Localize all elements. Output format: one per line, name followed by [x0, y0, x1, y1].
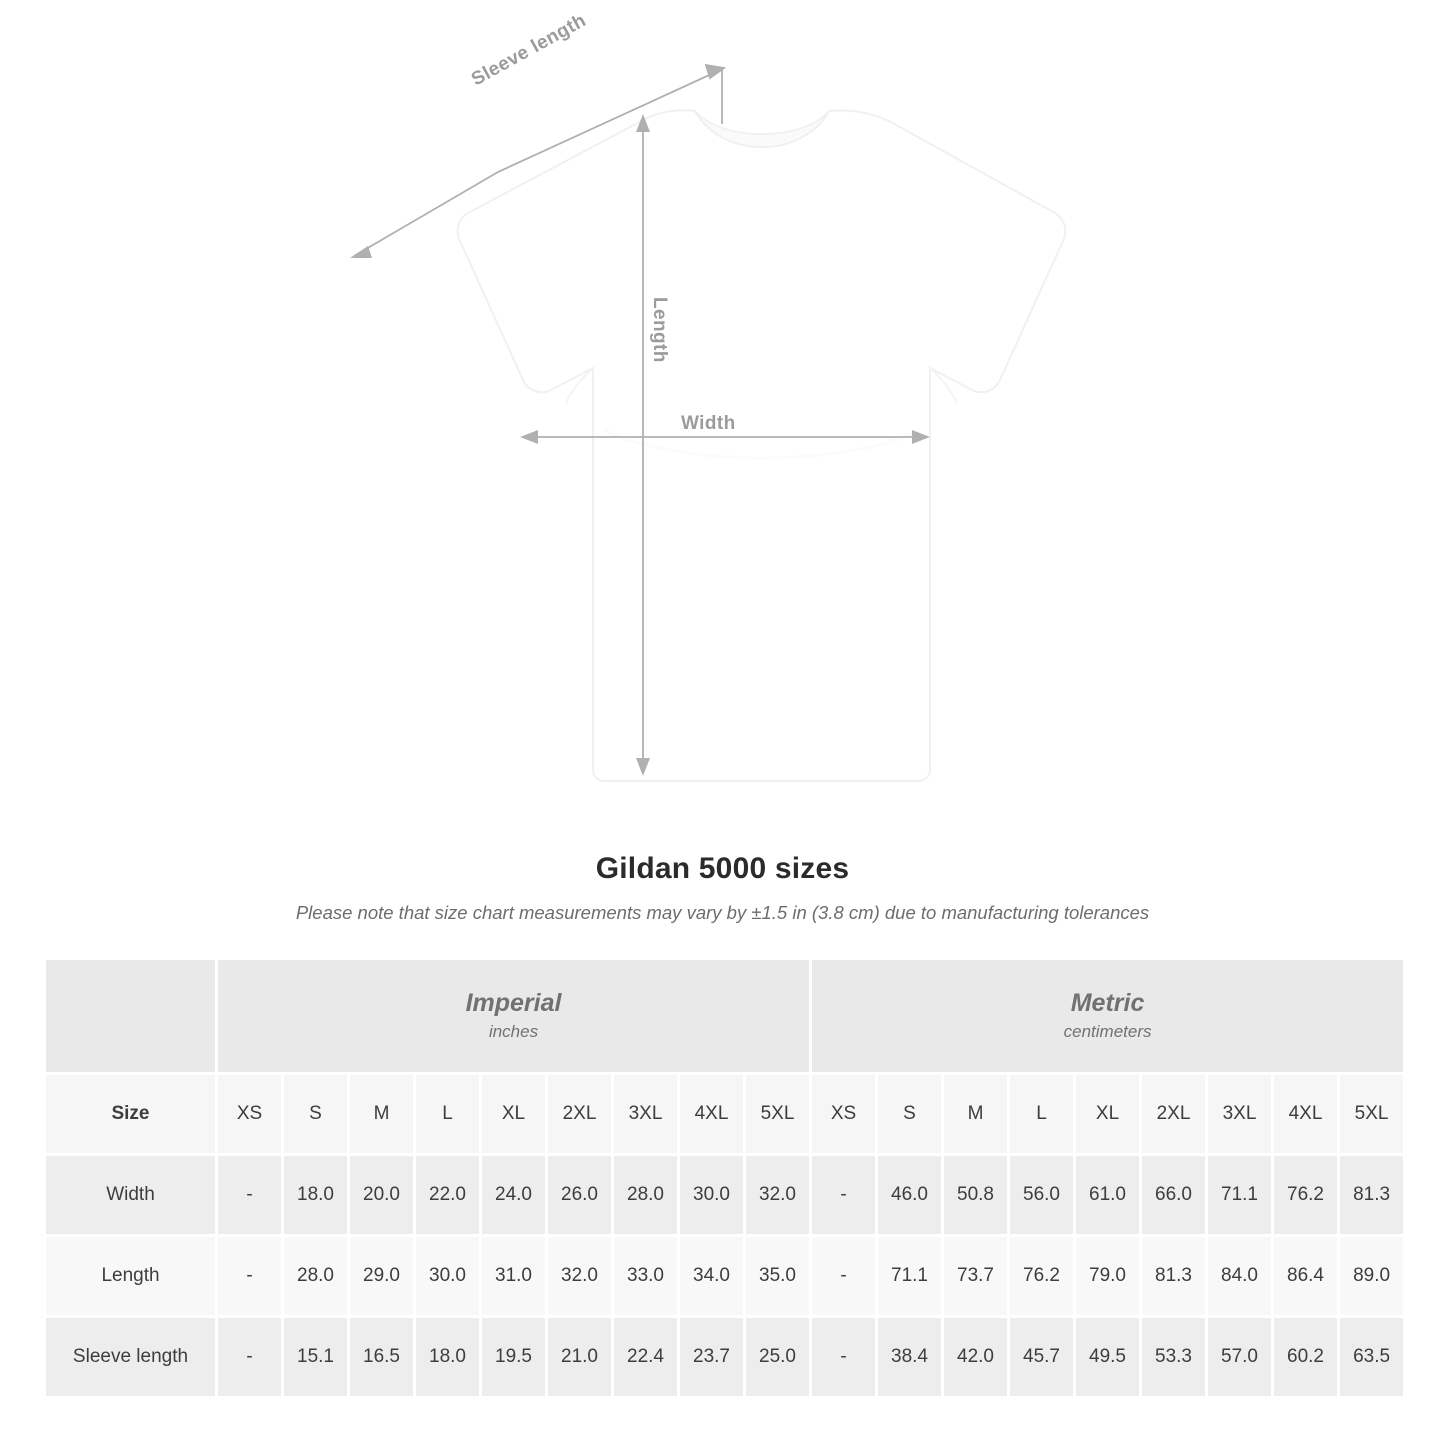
cell-length-metric-xs: -	[811, 1236, 877, 1317]
cell-length-imperial-3xl: 33.0	[613, 1236, 679, 1317]
row-label-width: Width	[45, 1155, 217, 1236]
size-header-metric-xs: XS	[811, 1074, 877, 1155]
size-header-imperial-4xl: 4XL	[679, 1074, 745, 1155]
cell-length-imperial-m: 29.0	[349, 1236, 415, 1317]
length-label: Length	[649, 297, 670, 363]
table-row-width	[45, 1155, 1405, 1236]
size-header-metric-s: S	[877, 1074, 943, 1155]
cell-sleeve-imperial-4xl: 23.7	[679, 1317, 745, 1398]
cell-sleeve-imperial-3xl: 22.4	[613, 1317, 679, 1398]
size-header-imperial-5xl: 5XL	[745, 1074, 811, 1155]
size-header-metric-2xl: 2XL	[1141, 1074, 1207, 1155]
cell-sleeve-imperial-s: 15.1	[283, 1317, 349, 1398]
cell-width-metric-3xl: 71.1	[1207, 1155, 1273, 1236]
row-label-length: Length	[45, 1236, 217, 1317]
cell-sleeve-imperial-l: 18.0	[415, 1317, 481, 1398]
unit-header-row	[45, 959, 1405, 1074]
size-chart-table	[43, 957, 1406, 1399]
cell-length-imperial-4xl: 34.0	[679, 1236, 745, 1317]
cell-sleeve-metric-m: 42.0	[943, 1317, 1009, 1398]
tshirt-shape	[458, 110, 1066, 781]
size-header-metric-l: L	[1009, 1074, 1075, 1155]
cell-sleeve-metric-l: 45.7	[1009, 1317, 1075, 1398]
cell-sleeve-metric-4xl: 60.2	[1273, 1317, 1339, 1398]
size-header-row	[45, 1074, 1405, 1155]
cell-sleeve-imperial-5xl: 25.0	[745, 1317, 811, 1398]
cell-width-imperial-4xl: 30.0	[679, 1155, 745, 1236]
cell-length-imperial-l: 30.0	[415, 1236, 481, 1317]
unit-sub-metric: centimeters	[1063, 1021, 1152, 1041]
cell-width-imperial-s: 18.0	[283, 1155, 349, 1236]
size-header-imperial-xs: XS	[217, 1074, 283, 1155]
cell-sleeve-metric-s: 38.4	[877, 1317, 943, 1398]
cell-sleeve-metric-2xl: 53.3	[1141, 1317, 1207, 1398]
cell-width-metric-xl: 61.0	[1075, 1155, 1141, 1236]
size-header-imperial-xl: XL	[481, 1074, 547, 1155]
size-header-label: Size	[45, 1074, 217, 1155]
cell-width-imperial-xs: -	[217, 1155, 283, 1236]
cell-width-metric-l: 56.0	[1009, 1155, 1075, 1236]
size-header-imperial-s: S	[283, 1074, 349, 1155]
unit-sub-imperial: inches	[488, 1021, 539, 1041]
cell-width-imperial-5xl: 32.0	[745, 1155, 811, 1236]
page-title: Gildan 5000 sizes	[595, 852, 850, 885]
size-header-imperial-2xl: 2XL	[547, 1074, 613, 1155]
cell-sleeve-imperial-xl: 19.5	[481, 1317, 547, 1398]
cell-width-metric-2xl: 66.0	[1141, 1155, 1207, 1236]
cell-sleeve-metric-xl: 49.5	[1075, 1317, 1141, 1398]
unit-name-imperial: Imperial	[465, 988, 562, 1017]
size-header-metric-4xl: 4XL	[1273, 1074, 1339, 1155]
width-label: Width	[681, 413, 736, 434]
cell-width-imperial-l: 22.0	[415, 1155, 481, 1236]
cell-width-metric-4xl: 76.2	[1273, 1155, 1339, 1236]
cell-length-imperial-xs: -	[217, 1236, 283, 1317]
cell-sleeve-imperial-xs: -	[217, 1317, 283, 1398]
cell-length-metric-m: 73.7	[943, 1236, 1009, 1317]
cell-width-imperial-xl: 24.0	[481, 1155, 547, 1236]
cell-length-metric-3xl: 84.0	[1207, 1236, 1273, 1317]
cell-sleeve-imperial-m: 16.5	[349, 1317, 415, 1398]
cell-width-metric-m: 50.8	[943, 1155, 1009, 1236]
size-header-metric-xl: XL	[1075, 1074, 1141, 1155]
size-header-imperial-3xl: 3XL	[613, 1074, 679, 1155]
cell-width-metric-xs: -	[811, 1155, 877, 1236]
cell-width-imperial-2xl: 26.0	[547, 1155, 613, 1236]
table-row-sleeve-length	[45, 1317, 1405, 1398]
size-header-imperial-m: M	[349, 1074, 415, 1155]
sleeve-length-label: Sleeve length	[468, 10, 590, 91]
cell-width-metric-s: 46.0	[877, 1155, 943, 1236]
cell-length-imperial-2xl: 32.0	[547, 1236, 613, 1317]
size-header-imperial-l: L	[415, 1074, 481, 1155]
unit-name-metric: Metric	[1070, 988, 1145, 1017]
row-label-sleeve-length: Sleeve length	[45, 1317, 217, 1398]
cell-width-metric-5xl: 81.3	[1339, 1155, 1405, 1236]
cell-sleeve-imperial-2xl: 21.0	[547, 1317, 613, 1398]
table-row-length	[45, 1236, 1405, 1317]
unit-header-corner	[45, 959, 217, 1074]
cell-width-imperial-3xl: 28.0	[613, 1155, 679, 1236]
unit-header-imperial	[217, 959, 811, 1074]
cell-length-metric-5xl: 89.0	[1339, 1236, 1405, 1317]
cell-sleeve-metric-3xl: 57.0	[1207, 1317, 1273, 1398]
cell-length-imperial-5xl: 35.0	[745, 1236, 811, 1317]
cell-sleeve-metric-5xl: 63.5	[1339, 1317, 1405, 1398]
cell-length-metric-4xl: 86.4	[1273, 1236, 1339, 1317]
size-header-metric-m: M	[943, 1074, 1009, 1155]
cell-length-metric-s: 71.1	[877, 1236, 943, 1317]
cell-sleeve-metric-xs: -	[811, 1317, 877, 1398]
unit-header-metric	[811, 959, 1405, 1074]
cell-width-imperial-m: 20.0	[349, 1155, 415, 1236]
title-block	[0, 852, 1445, 924]
size-header-metric-5xl: 5XL	[1339, 1074, 1405, 1155]
cell-length-metric-xl: 79.0	[1075, 1236, 1141, 1317]
cell-length-metric-2xl: 81.3	[1141, 1236, 1207, 1317]
cell-length-imperial-xl: 31.0	[481, 1236, 547, 1317]
tolerance-note: Please note that size chart measurements may vary by ±1.5 in (3.8 cm) due to manufacturing tolerances	[295, 902, 1150, 923]
cell-length-imperial-s: 28.0	[283, 1236, 349, 1317]
cell-length-metric-l: 76.2	[1009, 1236, 1075, 1317]
size-chart-table-wrapper	[43, 957, 1402, 1399]
size-header-metric-3xl: 3XL	[1207, 1074, 1273, 1155]
